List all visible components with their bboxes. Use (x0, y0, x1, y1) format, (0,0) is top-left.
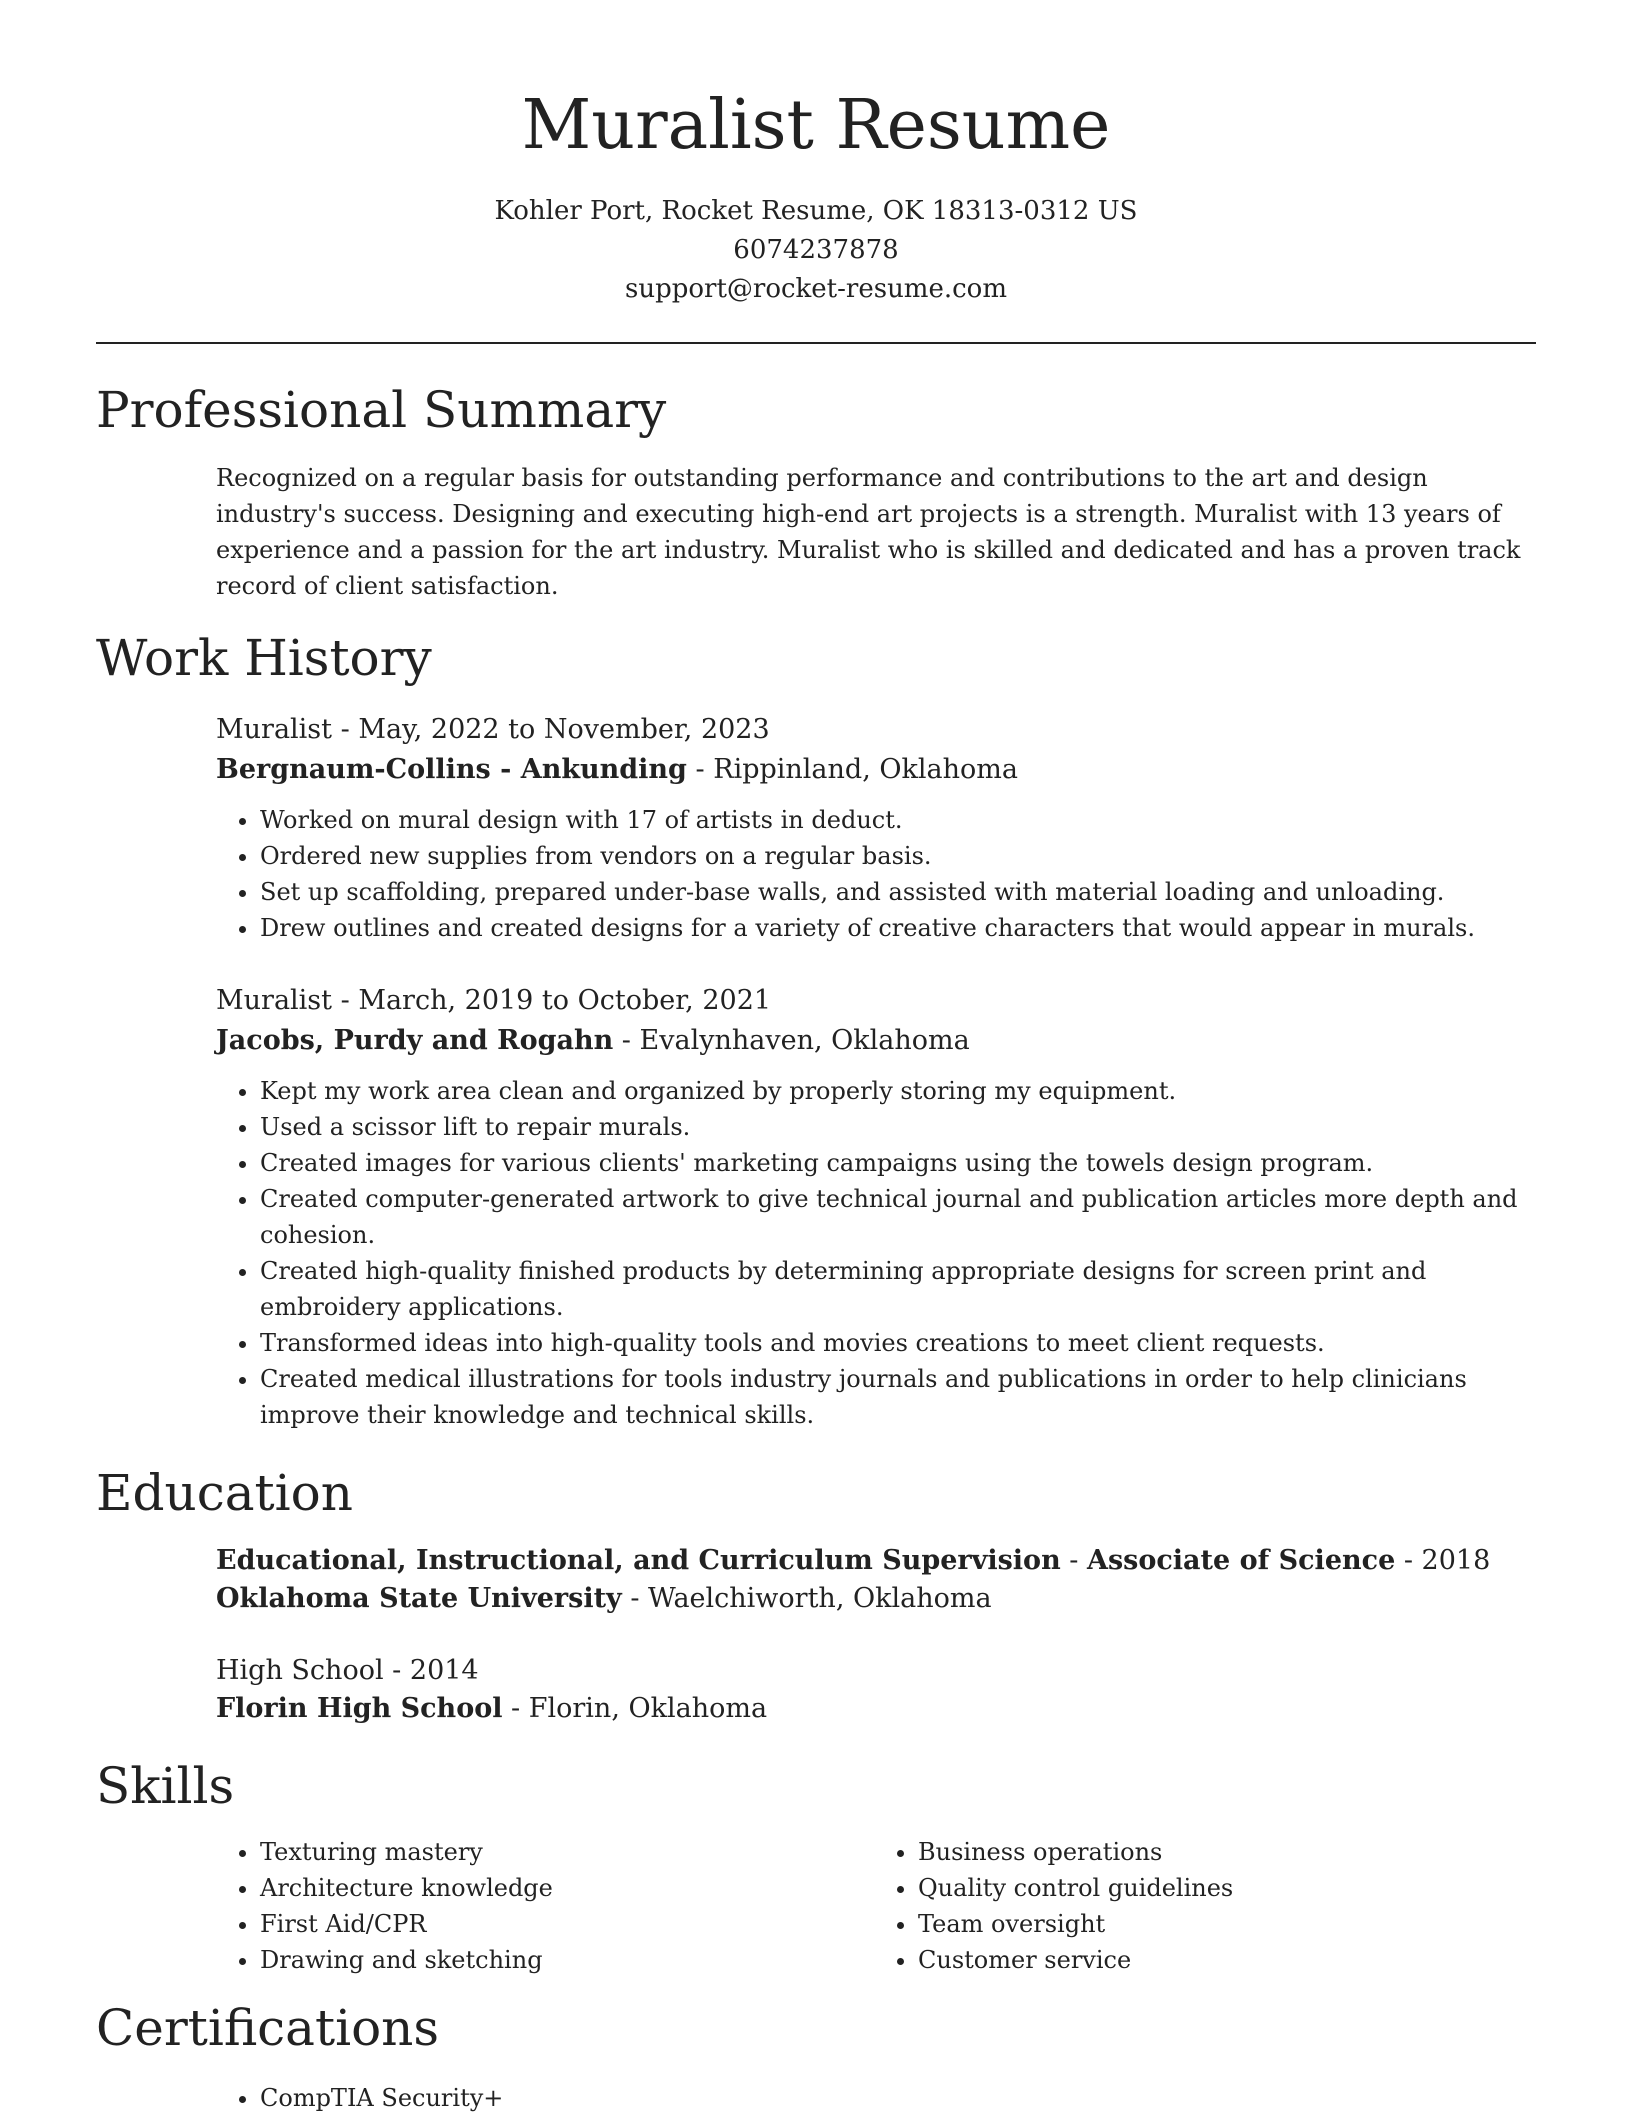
education-field: Educational, Instructional, and Curriculum Supervision (216, 1545, 1061, 1576)
resume-header (0, 0, 1632, 309)
job-duty: • Ordered new supplies from vendors on a regular basis. (260, 838, 1532, 874)
skills-heading: Skills (96, 1757, 235, 1815)
summary-section (216, 460, 1532, 604)
education-year: 2018 (1421, 1545, 1491, 1576)
education-school-line (216, 1580, 1532, 1618)
job-duty: • Drew outlines and created designs for a variety of creative characters that would appear in murals. (260, 910, 1532, 946)
education-year: 2014 (409, 1655, 479, 1686)
skills-list-left (216, 1834, 874, 1978)
job-employer-line (216, 750, 1532, 790)
job-employer: Jacobs, Purdy and Rogahn (216, 1025, 614, 1056)
job-employer-line (216, 1021, 1532, 1061)
job-duty: • Created high-quality finished products by determining appropriate designs for screen print and embroidery applications. (260, 1253, 1532, 1325)
header-divider (96, 342, 1536, 344)
job-duties (216, 1073, 1532, 1433)
education-separator: - (1060, 1545, 1087, 1576)
skills-list-right (874, 1834, 1532, 1978)
contact-block (0, 192, 1632, 309)
employer-separator: - (613, 1025, 640, 1056)
job-duty: • Transformed ideas into high-quality tools and movies creations to meet client requests. (260, 1325, 1532, 1361)
education-school-line (216, 1690, 1532, 1728)
work-history-heading: Work History (96, 629, 432, 687)
education-degree: Associate of Science (1087, 1545, 1396, 1576)
address: Kohler Port, Rocket Resume, OK 18313-0312 US (494, 196, 1138, 226)
job-date-separator: - (332, 985, 359, 1016)
job-dates: May, 2022 to November, 2023 (358, 714, 770, 745)
education-separator: - (502, 1693, 529, 1724)
skill-item: • First Aid/CPR (260, 1906, 874, 1942)
job-entry (216, 710, 1532, 946)
job-title: Muralist (216, 714, 333, 745)
education-degree-line (216, 1542, 1532, 1580)
education-separator: - (621, 1583, 649, 1614)
summary-text: Recognized on a regular basis for outstanding performance and contributions to the art and design industry's success. Designing and executing high-end art projects is a strength. Muralist with 13 years of experience and a passion for the art industry. Muralist who is skilled and dedicated and has a proven track record of client satisfaction. (216, 464, 1521, 600)
job-location: Rippinland, Oklahoma (713, 754, 1018, 785)
job-location: Evalynhaven, Oklahoma (639, 1025, 970, 1056)
skill-item: • Architecture knowledge (260, 1870, 874, 1906)
phone: 6074237878 (733, 235, 899, 265)
job-date-separator: - (332, 714, 359, 745)
email: support@rocket-resume.com (624, 274, 1007, 304)
employer-separator: - (686, 754, 714, 785)
job-title-line (216, 710, 1532, 750)
job-duty: • Created computer-generated artwork to give technical journal and publication articles more depth and cohesion. (260, 1181, 1532, 1253)
job-duty: • Set up scaffolding, prepared under-base walls, and assisted with material loading and unloading. (260, 874, 1532, 910)
job-title: Muralist (216, 985, 333, 1016)
job-duty: • Worked on mural design with 17 of artists in deduct. (260, 802, 1532, 838)
resume-title: Muralist Resume (521, 86, 1111, 165)
education-location: Florin, Oklahoma (528, 1693, 768, 1724)
education-school: Florin High School (216, 1693, 503, 1724)
skills-columns (216, 1834, 1532, 1978)
education-entry (216, 1542, 1532, 1618)
skill-item: • Team oversight (918, 1906, 1532, 1942)
certifications-list (216, 2080, 1532, 2116)
certifications-section (216, 2080, 1532, 2116)
education-degree-line (216, 1652, 1532, 1690)
job-duty: • Created medical illustrations for tools industry journals and publications in order to help clinicians improve their knowledge and technical skills. (260, 1361, 1532, 1433)
skills-section (216, 1834, 1532, 1978)
skill-item: • Drawing and sketching (260, 1942, 874, 1978)
skill-item: • Quality control guidelines (918, 1870, 1532, 1906)
job-duty: • Used a scissor lift to repair murals. (260, 1109, 1532, 1145)
skill-item: • Texturing mastery (260, 1834, 874, 1870)
education-separator: - (383, 1655, 410, 1686)
job-dates: March, 2019 to October, 2021 (358, 985, 772, 1016)
education-location: Waelchiworth, Oklahoma (648, 1583, 992, 1614)
job-duties (216, 802, 1532, 946)
summary-heading: Professional Summary (96, 381, 667, 439)
education-heading: Education (96, 1464, 353, 1522)
education-field: High School (216, 1655, 384, 1686)
education-separator: - (1395, 1545, 1422, 1576)
job-entry (216, 981, 1532, 1433)
job-duty: • Kept my work area clean and organized by properly storing my equipment. (260, 1073, 1532, 1109)
education-school: Oklahoma State University (216, 1583, 622, 1614)
certification-item: • CompTIA Security+ (260, 2080, 1532, 2116)
skill-item: • Business operations (918, 1834, 1532, 1870)
job-title-line (216, 981, 1532, 1021)
skill-item: • Customer service (918, 1942, 1532, 1978)
certifications-heading: Certifications (96, 1999, 440, 2057)
education-entry (216, 1652, 1532, 1728)
job-duty: • Created images for various clients' marketing campaigns using the towels design program. (260, 1145, 1532, 1181)
job-employer: Bergnaum-Collins - Ankunding (216, 754, 687, 785)
